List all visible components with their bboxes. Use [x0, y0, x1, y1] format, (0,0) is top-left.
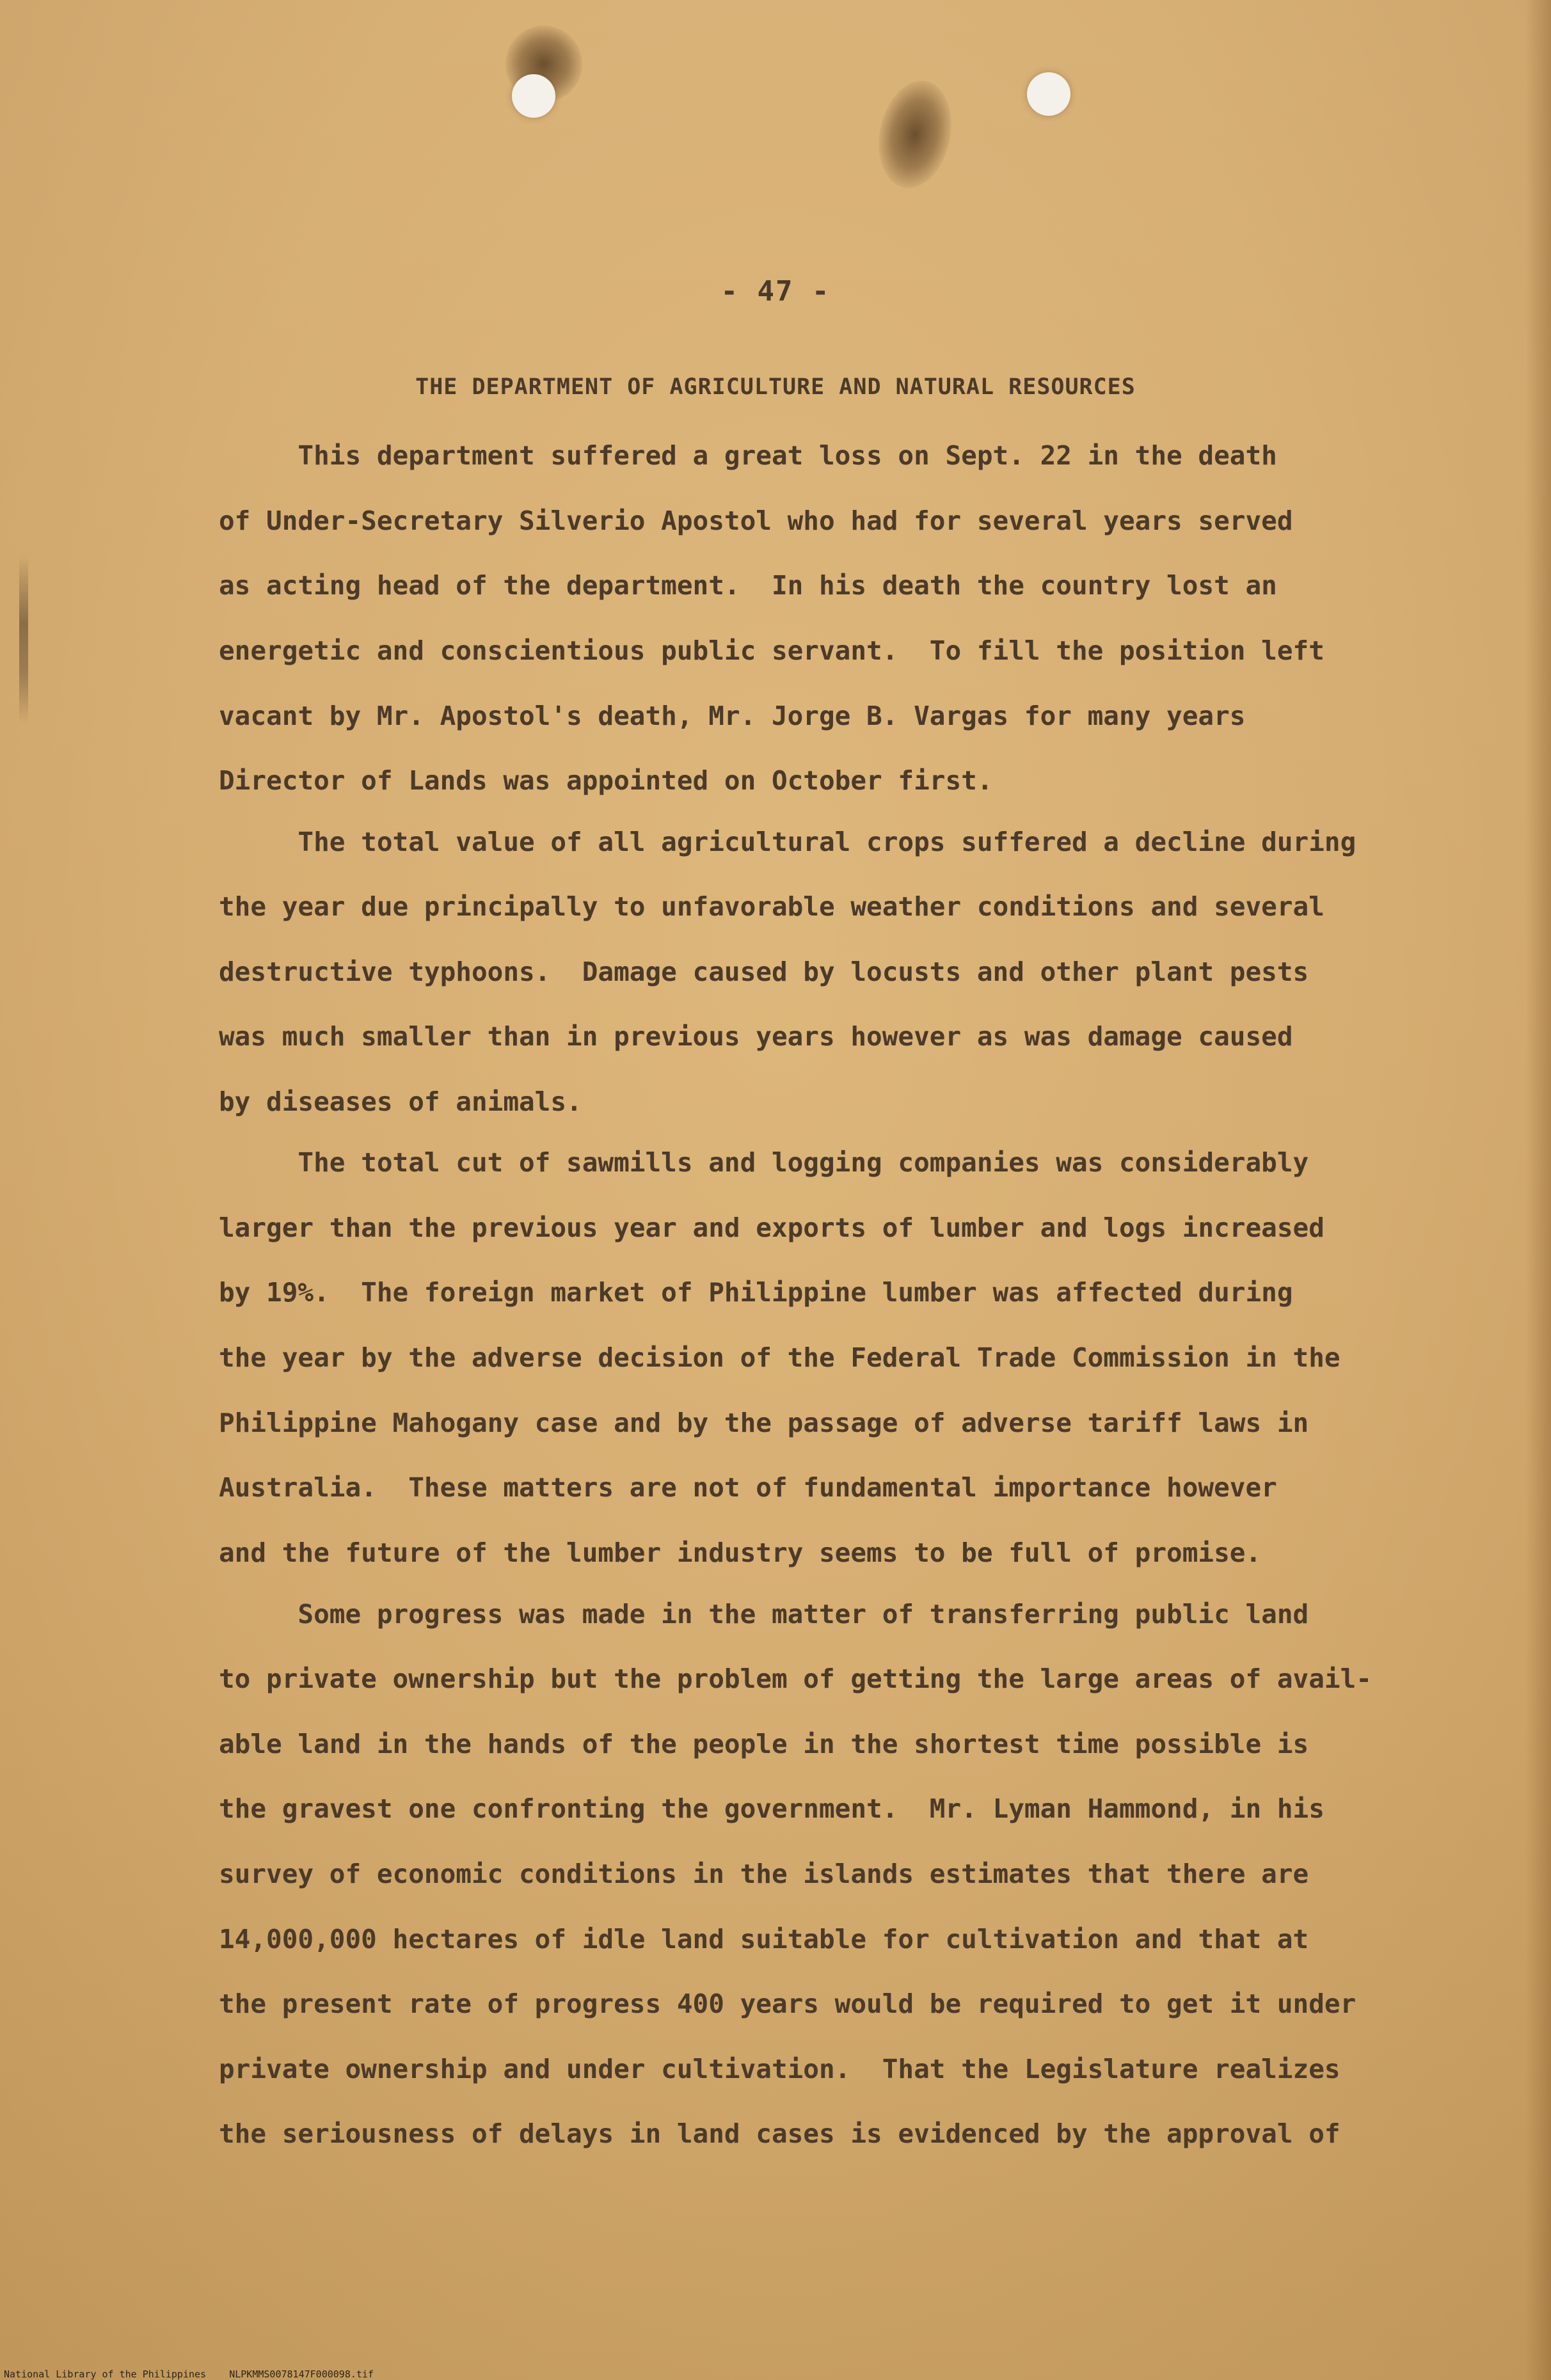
text-line: the seriousness of delays in land cases is evidenced by the approval of [219, 2118, 1340, 2149]
text-line: and the future of the lumber industry seems to be full of promise. [219, 1537, 1262, 1568]
punch-hole-right [1027, 72, 1070, 116]
text-line: larger than the previous year and exports of lumber and logs increased [219, 1212, 1324, 1243]
text-line: as acting head of the department. In his death the country lost an [219, 570, 1277, 601]
text-line: the gravest one confronting the government. Mr. Lyman Hammond, in his [219, 1793, 1324, 1824]
archive-footer: National Library of the Philippines NLPKMMS0078147F000098.tif [4, 2368, 374, 2380]
text-line: the year due principally to unfavorable weather conditions and several [219, 891, 1324, 922]
text-line: This department suffered a great loss on Sept. 22 in the death [219, 440, 1277, 471]
text-line: vacant by Mr. Apostol's death, Mr. Jorge B. Vargas for many years [219, 701, 1246, 731]
text-line: The total value of all agricultural crops suffered a decline during [219, 827, 1356, 857]
text-line: Philippine Mahogany case and by the passage of adverse tariff laws in [219, 1408, 1309, 1438]
text-line: 14,000,000 hectares of idle land suitable for cultivation and that at [219, 1924, 1309, 1955]
text-line: to private ownership but the problem of getting the large areas of avail- [219, 1663, 1372, 1694]
text-line: by 19%. The foreign market of Philippine lumber was affected during [219, 1277, 1293, 1308]
text-line: The total cut of sawmills and logging companies was considerably [219, 1147, 1309, 1178]
punch-hole-left [512, 74, 555, 118]
text-line: the year by the adverse decision of the Federal Trade Commission in the [219, 1342, 1340, 1373]
text-line: destructive typhoons. Damage caused by locusts and other plant pests [219, 956, 1309, 987]
ink-stain [870, 74, 961, 194]
text-line: survey of economic conditions in the islands estimates that there are [219, 1859, 1309, 1889]
margin-mark [19, 557, 28, 723]
text-line: Some progress was made in the matter of transferring public land [219, 1599, 1309, 1630]
text-line: of Under-Secretary Silverio Apostol who had for several years served [219, 505, 1293, 536]
text-line: energetic and conscientious public servant. To fill the position left [219, 635, 1324, 666]
text-line: by diseases of animals. [219, 1086, 582, 1117]
text-line: able land in the hands of the people in the shortest time possible is [219, 1729, 1309, 1759]
text-line: private ownership and under cultivation. That the Legislature realizes [219, 2054, 1340, 2084]
section-heading: THE DEPARTMENT OF AGRICULTURE AND NATURAL RESOURCES [415, 374, 1136, 400]
text-line: was much smaller than in previous years however as was damage caused [219, 1021, 1293, 1052]
text-line: Director of Lands was appointed on October first. [219, 765, 993, 796]
text-line: the present rate of progress 400 years would be required to get it under [219, 1988, 1356, 2019]
text-line: Australia. These matters are not of fundamental importance however [219, 1472, 1277, 1503]
page-number: - 47 - [720, 275, 831, 308]
page-edge-shadow [1525, 0, 1551, 2380]
